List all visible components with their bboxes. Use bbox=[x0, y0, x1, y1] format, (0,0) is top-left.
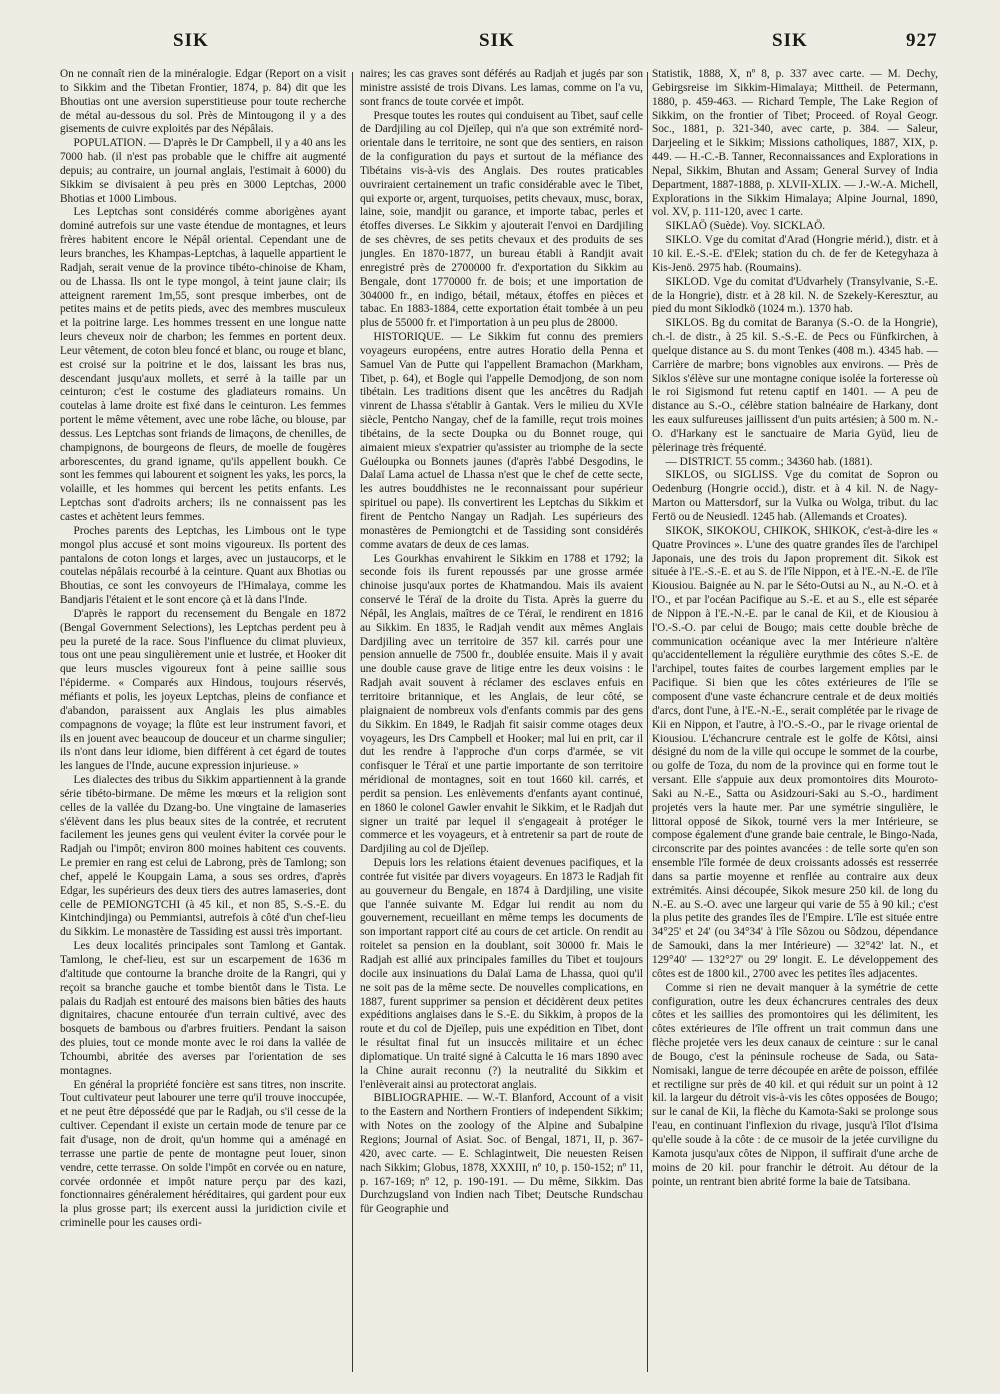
page-number: 927 bbox=[906, 30, 938, 51]
entry-siklo: SIKLO. Vge du comitat d'Arad (Hongrie mérid.), distr. et à 10 kil. E.-S.-E. d'Elek; station du ch. de fer de Ketegyhaza à Kis-Jenö. 2975 hab. (Roumains). bbox=[652, 234, 938, 274]
paragraph: On ne connaît rien de la minéralogie. Edgar (Report on a visit to Sikkim and the Tibetan Frontier, 1874, p. 84) dit que les Bhoutias ont une aversion superstitieuse pour toute recherche de métal au-dessous du sol. Près de Mintougong il y a des gisements de cuivre exploités par des Népâlais. bbox=[60, 68, 346, 136]
paragraph: POPULATION. — D'après le Dr Campbell, il y a 40 ans les 7000 hab. (il n'est pas probable que le chiffre ait augmenté depuis; au contraire, un journal anglais, l'estimait à 6000) du Sikkim se divisaient à peu près en 3000 Leptchas, 2000 Bhotias et 1000 Limbous. bbox=[60, 137, 346, 205]
paragraph: Les Leptchas sont considérés comme aborigènes ayant dominé autrefois sur une vaste étendue de montagnes, et leurs frères habitent encore le Népâl oriental. Cependant une de leurs branches, les Khampas-Leptchas, à laquelle appartient le Radjah, serait venue de la province tibéto-chinoise de Kham, ou de Lhassa. Ils ont le type mongol, à teint jaune clair; ils atteignent rarement 1m,55, sont presque imberbes, ont de petites mains et de petits pieds, avec des membres musculeux et la poitrine large. Les hommes tressent en une longue natte leurs cheveux noir de charbon; les femmes en portent deux. Leur vêtement, de coton bleu foncé et blanc, ou rouge et blanc, est croisé sur la poitrine et le dos, laissant les bras nus, descendant jusqu'aux mollets, et serré à la taille par un ceinturon; c'est le costume des gladiateurs romains. Un coutelas à lame droite est fixé dans le ceinturon. Les femmes portent le même vêtement, avec une robe lâche, ou blouse, par dessus. Les Leptchas sont friands de limaçons, de chenilles, de champignons, de bourgeons de fleurs, de moelle de fougères arborescentes, du grand igname, qu'ils appellent boukh. Ce sont les femmes qui labourent et soignent les yaks, les porcs, la volaille, et les hommes qui bercent les petits enfants. Les Leptchas sont d'adroits archers; ils ne connaissent pas les castes et achètent leurs femmes. bbox=[60, 206, 346, 523]
paragraph: Comme si rien ne devait manquer à la symétrie de cette configuration, outre les deux échancrures centrales des deux côtes et les saillies des promontoires qui les délimitent, les côtes extérieures de l'île offrent un trait commun dans une flèche projetée vers les deux canaux de ceinture : sur le canal de Bougo, c'est la péninsule rocheuse de Sada, ou Sata-Nomisaki, langue de terre découpée en arête de poisson, effilée et rectiligne sur près de 40 kil. et qui réduit sur un point à 12 kil. la largeur du détroit vis-à-vis les côtes opposées de Bougo; sur le canal de Kii, la flèche du Kamota-Saki se prolonge sous l'eau, en continuant l'inflexion du rivage, jusqu'à l'îlot d'Isima qu'elle soude à la côte : de ce musoir de la jetée curviligne du Kamota jusqu'aux côtes de Nippon, il suffirait d'une arche de moins de 20 kil. pour franchir le détroit. Au détour de la pointe, un rentrant bien abrité forme la baie de Tatsibana. bbox=[652, 981, 938, 1188]
paragraph: Presque toutes les routes qui conduisent au Tibet, sauf celle de Dardjiling au col Djeïlep, qui n'a que son extrémité nord-orientale dans le territoire, ne sont que des sentiers, en raison de la configuration du pays et surtout de la méfiance des Tibétains vis-à-vis des Anglais. Des routes praticables ouvriraient certainement un trafic considérable avec le Tibet, qui exporte or, argent, turquoises, petits chevaux, musc, borax, laine, soie, mandjit ou garance, et importe tabac, perles et étoffes diverses. Le Sikkim y ajouterait l'envoi en Dardjiling de ses chèvres, de ses petits chevaux et des produits de ses jungles. En 1870-1877, un bureau établi à Randjit avait enregistré près de 2700000 fr. d'exportation du Sikkim au Bengale, dont 1770000 fr. de bois; et une importation de 304000 fr., en indigo, bétail, métaux, étoffes en pièces et tabac. En 1883-1884, cette exportation était tombée à un peu plus de 55000 fr. et l'importation à un peu plus de 28000. bbox=[360, 109, 643, 330]
paragraph: BIBLIOGRAPHIE. — W.-T. Blanford, Account of a visit to the Eastern and Northern Frontiers of independent Sikkim; with Notes on the zoology of the Alpine and Subalpine Regions; Journal of Asiat. Soc. of Bengal, 1871, II, p. 367-420, avec carte. — E. Schlagintweit, Die neuesten Reisen nach Sikkim; Globus, 1878, XXXIII, nº 10, p. 150-152; nº 11, p. 167-169; nº 12, p. 190-191. — Du même, Sikkim. Das Durchzugsland von Indien nach Tibet; Deutsche Rundschau für Geographie und bbox=[360, 1092, 643, 1216]
text-column-2 bbox=[360, 68, 643, 1378]
paragraph: HISTORIQUE. — Le Sikkim fut connu des premiers voyageurs européens, entre autres Horatio della Penna et Samuel Van de Putte qui l'appellent Bramachon (Markham, Tibet, p. 64), et Bogle qui l'appelle Demodjong, de son nom tibétain. Les traditions disent que les ancêtres du Radjah vinrent de Lhassa s'établir à Gantak. Vers le milieu du XVIe siècle, Pentcho Nangay, chef de la famille, reçut trois moines tibétains, de la secte Doupka ou du Bonnet rouge, qui aimaient mieux s'expatrier qu'assister au triomphe de la secte Guéloupka ou Bonnets jaunes (d'après l'abbé Desgodins, le Dalaï Lama actuel de Lhassa n'est que le chef de cette secte, les autres bouddhistes ne le reconnaissant pour supérieur spirituel ou pape). Ils convertirent les Leptchas du Sikkim et firent de Pentcho Nangay un Radjah. Les supérieurs des monastères de Pemiongtchi et de Tassiding sont considérés comme avatars de deux de ces lamas. bbox=[360, 331, 643, 551]
paragraph: Les deux localités principales sont Tamlong et Gantak. Tamlong, le chef-lieu, est sur un escarpement de 1636 m d'altitude que contourne la branche droite de la Rangri, qui y reçoit sa branche gauche et tombe bientôt dans le Tista. Le palais du Radjah est entouré des maisons bien bâties des hauts dignitaires, chacune entourée d'un terrain cultivé, avec des bosquets de bambous ou d'arbres fruitiers. Pendant la saison des pluies, tout ce monde monte avec le roi dans la vallée de Tchoumbi, abritée des averses par l'orientation de ses montagnes. bbox=[60, 940, 346, 1077]
column-rule-2 bbox=[647, 72, 648, 1372]
text-column-3 bbox=[652, 68, 938, 1378]
entry-siklos-sigliss: SIKLOS, ou SIGLISS. Vge du comitat de Sopron ou Oedenburg (Hongrie occid.), distr. et à 4 kil. N. de Nagy-Marton ou Mattersdorf, sur la Vulka ou Wolga, tribut. du lac Fertö ou de Neusiedl. 1245 hab. (Allemands et Croates). bbox=[652, 469, 938, 523]
running-head-right: SIK bbox=[772, 30, 808, 51]
text-column-1 bbox=[60, 68, 346, 1378]
entry-siklao: SIKLAÖ (Suède). Voy. SICKLAÖ. bbox=[665, 220, 826, 233]
entry-siklos: SIKLOS. Bg du comitat de Baranya (S.-O. de la Hongrie), ch.-l. de distr., à 25 kil. S.-S.-E. de Pecs ou Fünfkirchen, à quelque distance au S. du mont Tenkes (408 m.). 4345 hab. — Carrière de marbre; bons vignobles aux environs. — Près de Siklos s'élève sur une montagne conique isolée la forteresse où le roi Sigismond fut retenu captif en 1401. — A peu de distance au S.-O., célèbre station balnéaire de Harkany, dont les eaux sulfureuses jaillissent d'un puits artésien; à 500 m. N.-O. d'Harkany est le sanctuaire de Maria Gyüd, lieu de pèlerinage très fréquenté. bbox=[652, 317, 938, 454]
entry-siklos-district: — DISTRICT. 55 comm.; 34360 hab. (1881). bbox=[665, 455, 873, 468]
entry-sikok: SIKOK, SIKOKOU, CHIKOK, SHIKOK, c'est-à-dire les « Quatre Provinces ». L'une des quatre grandes îles de l'archipel Japonais, une des trois du Japon proprement dit. Sikok est située à l'E.-S.-E. et au S. de l'île Nippon, et à l'E.-N.-E. de l'île Kiousiou. Baignée au N. par le Séto-Outsi au N., au N.-O. et à l'O., et par l'océan Pacifique au S.-E. et au S., elle est séparée de Nippon à l'E.-N.-E. par le canal de Kii, et de Kiousiou à l'O.-S.-O. par celui de Bougo; mais cette double brèche de communication océanique avec la mer Intérieure n'altère qu'accidentellement la régulière eurythmie des côtes S.-E. de l'archipel, toutes faites de courbes largement emplies par le Pacifique. Si bien que les côtes extérieures de l'île se composent d'une vaste échancrure centrale et de deux moitiés d'arcs, dont l'une, à l'E.-N.-E., serait complétée par le rivage de Kii en Nippon, et l'autre, à l'O.-S.-O., par le rivage oriental de Kiousiou. L'échancrure centrale est le golfe de Kôtsi, ainsi désigné du nom de la ville qui occupe le sommet de la courbe, ou golfe de Toza, du nom de la province qui en forme tout le versant. Elle s'appuie aux deux promontoires dits Mouroto-Saki au N.-E., Satta ou Asidzouri-Saki au S.-O., hardiment projetés vers la haute mer. Par une symétrie singulière, le littoral opposé de Sikok, tourné vers la mer Intérieure, se compose également d'une grande baie centrale, le Bingo-Nada, circonscrite par des pointes avancées : de telle sorte qu'en son ensemble l'île formée de deux croissants adossés est resserrée dans sa partie moyenne et renflée au contraire aux deux extrémités. Ainsi découpée, Sikok mesure 250 kil. de long du N.-E. au S.-O. avec une largeur qui varie de 55 à 90 kil.; c'est la plus petite des grandes îles de l'Empire. L'île est située entre 34°25' et 24' (ou 34°34' à l'île Sôzou ou Sôdzou, dépendance de Samouki, dans la mer Intérieure) — 32°42' lat. N., et 129°40' — 132°27' ou 29' longit. E. Le développement des côtes est de 1800 kil., 2700 avec les petites îles adjacentes. bbox=[652, 524, 938, 980]
paragraph: Les dialectes des tribus du Sikkim appartiennent à la grande série tibéto-birmane. De même les mœurs et la religion sont celles de la vallée du Dzang-bo. Une vingtaine de lamaseries s'élèvent dans les plus beaux sites de la contrée, et recrutent facilement les jeunes gens qui veulent éviter la corvée pour le Radjah ou l'impôt; environ 800 moines habitent ces couvents. Le premier en rang est celui de Labrong, près de Tamlong; son chef, appelé le Koupgain Lama, a sous ses ordres, d'après Edgar, les supérieurs des deux tiers des autres lamaseries, dont celle de PEMIONGTCHI (à 45 kil., et non 85, S.-S.-E. du Kintchindjinga) ou Pemmiantsi, autrefois à côté d'un chef-lieu du Sikkim. Le monastère de Tassiding est aussi très important. bbox=[60, 774, 346, 939]
paragraph: En général la propriété foncière est sans titres, non inscrite. Tout cultivateur peut labourer une terre qu'il trouve inoccupée, et ne peut être dépossédé que par le Radjah, ou s'il cesse de la cultiver. Cependant il existe un certain mode de tenure par ce fait d'usage, non de droit, qu'un homme qui a aménagé en terrasse une partie de pente de montagne peut louer, sinon vendre, cette terrasse. On solde l'impôt en corvée ou en nature, corvée ordonnée et impôt nature perçu par des kazi, fonctionnaires généralement héréditaires, qui gardent pour eux la plus grosse part; ils exercent aussi la juridiction civile et criminelle pour les causes ordi- bbox=[60, 1078, 346, 1230]
paragraph: Proches parents des Leptchas, les Limbous ont le type mongol plus accusé et sont moins vigoureux. Ils portent des pantalons de coton longs et larges, avec un justaucorps, et le coutelas népâlais recourbé à la ceinture. Quant aux Bhotias ou Bhoutias, ce sont les convoyeurs de l'Himalaya, comme les Bandjaris l'étaient et le sont encore çà et là dans l'Inde. bbox=[60, 524, 346, 607]
running-head-center: SIK bbox=[479, 30, 515, 51]
entry-siklod: SIKLOD. Vge du comitat d'Udvarhely (Transylvanie, S.-E. de la Hongrie), distr. et à 28 kil. N. de Szekely-Keresztur, au pied du mont Siklodkö (1024 m.). 1370 hab. bbox=[652, 275, 938, 316]
column-rule-1 bbox=[352, 72, 353, 1372]
paragraph: Statistik, 1888, X, nº 8, p. 337 avec carte. — M. Dechy, Gebirgsreise im Sikkim-Himalaya; Mittheil. de Petermann, 1880, p. 459-463. — Richard Temple, The Lake Region of Sikkim, on the frontier of Tibet; Proceed. of Royal Geogr. Soc., 1881, p. 321-340, avec carte, p. 384. — Saleur, Darjeeling et le Sikkim; Missions catholiques, 1887, XIX, p. 449. — H.-C.-B. Tanner, Reconnaissances and Explorations in Nepal, Sikkim, Bhutan and Assam; General Survey of India Department, 1887-1888, p. XLVII-XLIX. — J.-W.-A. Michell, Explorations in the Sikkim Himalaya; Alpine Journal, 1890, vol. XV, p. 111-120, avec 1 carte. bbox=[652, 68, 938, 219]
running-head-left: SIK bbox=[173, 30, 209, 51]
paragraph: naires; les cas graves sont déférés au Radjah et jugés par son ministre assisté de trois Divans. Les lamas, comme on l'a vu, sont francs de toute corvée et impôt. bbox=[360, 68, 643, 108]
paragraph: Les Gourkhas envahirent le Sikkim en 1788 et 1792; la seconde fois ils furent repoussés par une grosse armée chinoise jusqu'aux portes de Khatmandou. Mais ils avaient conservé le Téraï de la droite du Tista. Après la guerre du Népâl, les Anglais, maîtres de ce Téraï, le rendirent en 1816 au Sikkim. En 1835, le Radjah vendit aux mêmes Anglais Dardjiling avec un territoire de 357 kil. carrés pour une pension annuelle de 7500 fr., doublée ensuite. Mais il y avait une double cause grave de litige entre les deux voisins : le Radjah avait souvent à réclamer des esclaves enfuis en territoire britannique, et les Anglais, de leur côté, se plaignaient de nombreux vols d'enfants commis par des gens du Sikkim. En 1849, le Radjah fit saisir comme otages deux voyageurs, les Drs Campbell et Hooker; mal lui en prit, car il dut les rendre à l'approche d'un corps d'armée, se vit confisquer le Téraï et une partie importante de son territoire méridional de montagnes, soit en tout 1660 kil. carrés, et perdit sa pension. Les enlèvements d'enfants ayant continué, en 1860 le colonel Gawler envahit le Sikkim, et le Radjah dut signer un traité par lequel il s'engageait à protéger le commerce et les voyageurs, et à entretenir sa part de route de Dardjiling au col de Djeïlep. bbox=[360, 552, 643, 856]
paragraph: Depuis lors les relations étaient devenues pacifiques, et la contrée fut visitée par divers voyageurs. En 1873 le Radjah fit au gouverneur du Bengale, en 1874 à Dardjiling, une visite que l'année suivante M. Edgar lui rendit au nom du gouvernement, recueillant en même temps les documents de son important rapport cité au cours de cet article. On rendit au roitelet sa pension en la doublant, soit 30000 fr. Mais le Radjah est allié aux principales familles du Tibet et toujours docile aux insinuations du Dalaï Lama de Lhassa, quoi qu'il ne soit pas de la même secte. De nouvelles complications, en 1887, furent supprimer sa pension et décidèrent deux petites expéditions anglaises dans le S.-E. du Sikkim, à propos de la route et du col de Djeïlep, puis une expédition en Tibet, dont le résultat final fut un insuccès militaire et un échec diplomatique. Un traité signé à Calcutta le 16 mars 1890 avec la Chine aurait reconnu (?) la neutralité du Sikkim et l'enlèverait ainsi au protectorat anglais. bbox=[360, 857, 643, 1091]
paragraph: D'après le rapport du recensement du Bengale en 1872 (Bengal Government Selections), les Leptchas perdent peu à peu la pureté de la race. Sous l'influence du climat pluvieux, tous ont une peau singulièrement unie et lustrée, et Hooker dit que leurs muscles vigoureux font à peine saillie sous l'épiderme. « Comparés aux Hindous, toujours réservés, méfiants et polis, les joyeux Leptchas, pleins de confiance et d'abandon, paraissent aux Anglais les plus aimables compagnons de voyage; la flûte est leur instrument favori, et ils en jouent avec beaucoup de douceur et un charme singulier; ils n'ont dans leur idiome, bien différent à cet égard de toutes les langues de l'Inde, aucune expression injurieuse. » bbox=[60, 607, 346, 773]
